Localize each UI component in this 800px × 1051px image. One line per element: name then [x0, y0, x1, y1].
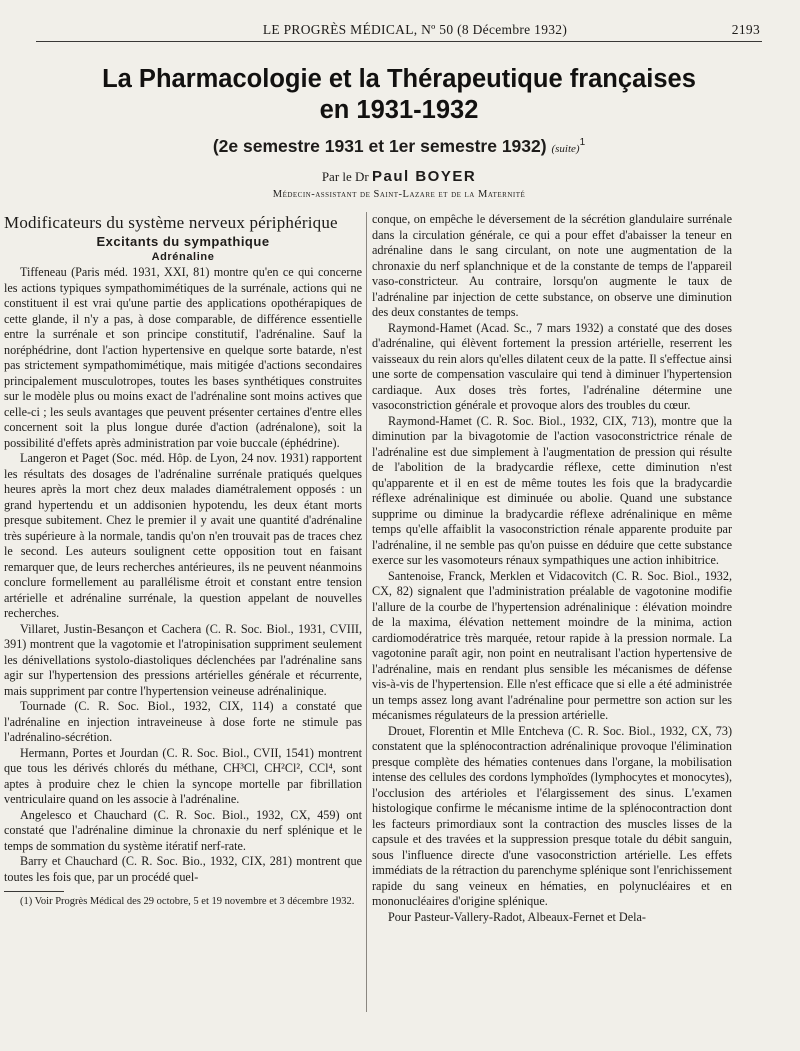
- author-affiliation: Médecin-assistant de Saint-Lazare et de la Maternité: [272, 188, 526, 200]
- byline: [36, 168, 762, 185]
- article-subtitle: [36, 132, 762, 160]
- paragraph: Drouet, Florentin et Mlle Entcheva (C. R. Soc. Biol., 1932, CX, 73) constatent que la splénocontraction adrénalinique provoque l'élimination presque complète des hématies contenues dans l'organe, la mobilisation intense des cellules des cordons lymphoïdes (lymphocytes et monocytes), l'occlusion des artérioles et l'élargissement des sinus. L'examen histologique confirme le mécanisme intime de la splénocontraction dont les facteurs primordiaux sont la contraction des muscles lisses de la capsule et des travées et la suppression presque totale du débit sanguin, sous l'influence directe d'une vasoconstriction artérielle. Les effets immédiats de la rétraction du parenchyme splénique sont l'enrichissement rapide du sang veineux en hématies, en polynucléaires et en mononucléaires d'origine splénique.: [372, 723, 732, 908]
- header-rule: [36, 41, 762, 42]
- footnote-rule: [4, 891, 64, 892]
- paragraph: Barry et Chauchard (C. R. Soc. Bio., 1932, CIX, 281) montrent que toutes les fois que, par un procédé quel-: [4, 854, 362, 884]
- byline-prefix: Par le Dr: [321, 168, 369, 184]
- subtitle-footnote-marker: 1: [579, 137, 586, 148]
- page-number: 2193: [731, 22, 760, 37]
- subsubsection-heading: Adrénaline: [151, 250, 215, 263]
- paragraph: Angelesco et Chauchard (C. R. Soc. Biol., 1932, CX, 459) ont constaté que l'adrénaline diminue la chronaxie du nerf splénique et le temps de sommation du système itératif nerf-rate.: [4, 807, 362, 853]
- paragraph: Tournade (C. R. Soc. Biol., 1932, CIX, 114) a constaté que l'adrénaline en injection intraveineuse à dose forte ne stimule pas l'adrénalino-sécrétion.: [4, 699, 362, 744]
- article-title-line-1: La Pharmacologie et la Thérapeutique françaises: [102, 65, 696, 93]
- paragraph: Tiffeneau (Paris méd. 1931, XXI, 81) montre qu'en ce qui concerne les actions typiques sympathomimétiques de la surrénale, actions qui ne constituent il est vrai qu'une partie des applications opothérapiques de cette glande, il n'y a pas, à dose comparable, de différence essentielle entre la surrénale et son principe constitutif, l'adrénaline. Sauf la noréphédrine, dont l'action hypertensive en quelque sorte batarde, n'est pas strictement sympathomimétique, mais mitigée d'actions secondaires principalement musculotropes, toutes les bases synthétiques construites sur le modèle plus ou moins exact de l'adrénaline sont moins actives que celle-ci ; les seuls avantages que peuvent présenter certaines d'entre elles concernent soit la plus longue durée d'action (adrénalone), soit la possibilité d'effets après administration par voie buccale (éphédrine).: [4, 265, 362, 450]
- paragraph: Santenoise, Franck, Merklen et Vidacovitch (C. R. Soc. Biol., 1932, CX, 82) signalent que l'administration préalable de vagotonine modifie l'allure de la courbe de l'hypertension adrénalinique : élévation moindre de la maxima, élévation nettement moindre de la minima, action cardiomodératrice très marquée, retour rapide à la pression normale. La vagotonine paraît agir, non point en neutralisant l'action hypertensive de l'adrénaline, mais en rendant plus sensible les mécanismes de défense vis-à-vis de l'hypertension. Elle n'est efficace que si elle a été administrée un temps assez long avant l'adrénaline pour permettre son action sur les mécanismes régulateurs de la pression artérielle.: [372, 568, 732, 722]
- title-block: [36, 64, 762, 200]
- section-heading: Modificateurs du système nerveux périphérique: [4, 213, 338, 232]
- subtitle-text: (2e semestre 1931 et 1er semestre 1932): [212, 135, 547, 156]
- paragraph: conque, on empêche le déversement de la sécrétion glandulaire surrénale dans la circulation générale, ce qui a pour effet d'abaisser la teneur en adrénaline dans le sang circulant, on note une augmentation de la chronaxie du nerf splanchnique et de la constante de temps de l'appareil vaso-constricteur. Au contraire, lorsqu'on augmente le taux de l'adrénaline par injection de cette substance, on observe une diminution des deux constantes de temps.: [372, 212, 732, 319]
- paragraph: Hermann, Portes et Jourdan (C. R. Soc. Biol., CVII, 1541) montrent que tous les dérivés chlorés du méthane, CH³Cl, CH²Cl², CCl⁴, sont aptes à produire chez le chien la syncope mortelle par fibrillation ventriculaire quand on les associe à l'adrénaline.: [4, 745, 362, 806]
- subtitle-suite: (suite): [551, 142, 580, 155]
- paragraph: Villaret, Justin-Besançon et Cachera (C. R. Soc. Biol., 1931, CVIII, 391) montrent que la vagotomie et l'atropinisation suppriment seulement les dénivellations systolo-diastoliques déclenchées par l'adrénaline sans agir sur l'hypertension des pressions artérielles générale et récurrente, mais suppriment par contre l'hypertension veineuse adrénalinique.: [4, 621, 362, 698]
- paragraph: Pour Pasteur-Vallery-Radot, Albeaux-Fernet et Dela-: [388, 909, 646, 924]
- footnote: (1) Voir Progrès Médical des 29 octobre, 5 et 19 novembre et 3 décembre 1932.: [20, 896, 355, 907]
- left-column: [4, 212, 362, 908]
- subsection-heading: Excitants du sympathique: [96, 234, 270, 249]
- running-head: [70, 22, 760, 40]
- paragraph: Raymond-Hamet (C. R. Soc. Biol., 1932, CIX, 713), montre que la diminution par la bivagotomie de l'action vasoconstrictrice rénale de l'adrénaline est due simplement à l'augmentation de pression qui résulte de l'abolition de la bradycardie réflexe, cette diminution n'est qu'apparente et il en est de même toutes les fois que la bradycardie réflexe adrénalinique est diminuée ou abolie. Quand une substance supprime ou diminue la bradycardie réflexe adrénalinique en même temps qu'elle affaiblit la vasoconstriction rénale apparente produite par l'adrénaline, il ne semble pas qu'on puisse en déduire que cette substance exerce sur les vasomoteurs rénaux sympathiques une action inhibitrice.: [372, 413, 732, 567]
- article-title-line-2: en 1931-1932: [319, 96, 479, 124]
- paragraph: Raymond-Hamet (Acad. Sc., 7 mars 1932) a constaté que des doses d'adrénaline, qui élèvent fortement la pression artérielle, reserrent les vaisseaux du rein alors qu'elles dilatent ceux de la patte. Il s'effectue ainsi une sorte de compensation vasculaire qui tend à diminuer l'hypertension cardiaque. Aux doses très fortes, l'adrénaline détermine une vasoconstriction générale et provoque alors des troubles du cœur.: [372, 320, 732, 412]
- right-column: [372, 212, 732, 925]
- author-name: Paul BOYER: [372, 167, 477, 185]
- paragraph: Langeron et Paget (Soc. méd. Hôp. de Lyon, 24 nov. 1931) rapportent les résultats des dosages de l'adrénaline surrénale pratiqués quelques heures après la mort chez deux malades diamétralement opposés : un grand hypertendu et un addisonien hypotendu, les deux étant morts presque subitement. Chez le premier il y avait une quantité d'adrénaline très supérieure à la normale, tandis qu'on n'en trouvait pas de traces chez le second. Les auteurs soulignent cette opposition tout en faisant remarquer que, de leurs recherches antérieures, ils ne peuvent néanmoins conclure formellement au parallélisme étroit et constant entre tension artérielle et adrénaline surrénale, la question appelant de nouvelles recherches.: [4, 451, 362, 620]
- column-divider: [366, 212, 367, 1012]
- article-title: [36, 64, 762, 126]
- running-head-title: LE PROGRÈS MÉDICAL, Nº 50 (8 Décembre 1932): [262, 22, 568, 37]
